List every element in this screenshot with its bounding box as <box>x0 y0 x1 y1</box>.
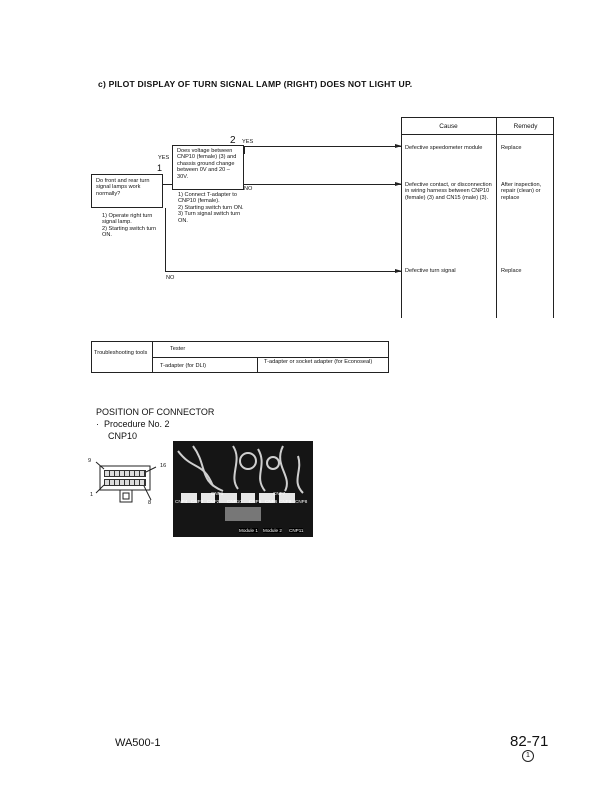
page-title: c) PILOT DISPLAY OF TURN SIGNAL LAMP (RIGHT) DOES NOT LIGHT UP. <box>98 79 413 89</box>
label-cnp11: CNP11 <box>289 528 304 533</box>
step1-number: 1 <box>157 163 163 173</box>
label-yes2: YES <box>242 139 254 145</box>
procedure-text: Procedure No. 2 <box>104 419 170 429</box>
step2-question: Does voltage between CNP10 (female) (3) and chassis ground change between 0V and 20 – 30V. <box>177 148 237 180</box>
connector-photo <box>173 441 313 537</box>
cause-3: Defective turn signal <box>405 268 456 274</box>
pin-label-16: 16 <box>160 463 167 469</box>
tools-item-1: T-adapter (for DLI) <box>160 363 207 369</box>
step1-yes-line <box>163 184 172 185</box>
remedy-2: After inspection, repair (clean) or replace <box>501 182 542 201</box>
cause-header: Cause <box>439 123 458 130</box>
connector-name: CNP10 <box>108 431 138 441</box>
step2-no-line <box>244 184 401 185</box>
step2-instructions <box>178 192 250 224</box>
label-cnp10: CNP10 <box>227 499 242 504</box>
label-cnp9: CNP9 <box>279 499 292 504</box>
page-number: 82-71 <box>510 733 549 750</box>
step1-no-line <box>165 271 401 272</box>
arrow-yes2 <box>395 144 402 148</box>
label-no1: NO <box>166 275 175 281</box>
label-cnp3: CNP3 <box>191 499 204 504</box>
step2-instruction-3: 3) Turn signal switch turn ON. <box>178 211 241 224</box>
step1-question: Do front and rear turn signal lamps work normally? <box>96 178 150 197</box>
label-cnp1: CNP1 <box>211 491 224 496</box>
remedy-1: Replace <box>501 145 522 151</box>
step1-instructions <box>102 213 162 239</box>
procedure-line <box>96 419 170 429</box>
label-module2: Module 2 <box>263 528 282 533</box>
step2-instruction-2: 2) Starting switch turn ON. <box>178 204 244 211</box>
step1-instruction-1: 1) Operate right turn signal lamp. <box>102 213 153 226</box>
position-heading: POSITION OF CONNECTOR <box>96 407 215 417</box>
cause-2: Defective contact, or disconnection in wiring harness between CNP10 (female) (3) and CN15 (male) (3). <box>405 182 492 201</box>
tools-item-2: T-adapter or socket adapter (for Econoseal) <box>264 359 373 365</box>
cause-1: Defective speedometer module <box>405 145 483 151</box>
step2-yes-vertical <box>244 146 245 154</box>
label-cnp6: CNP6 <box>265 499 278 504</box>
model-name: WA500-1 <box>115 737 161 749</box>
table-header-rule <box>401 134 554 135</box>
connector-diagram <box>86 455 166 520</box>
step2-box <box>172 145 244 190</box>
wiring-illustration <box>173 441 313 537</box>
label-cnp5: CNP5 <box>249 499 262 504</box>
pin-label-1: 1 <box>90 492 94 498</box>
remedy-3: Replace <box>501 268 522 274</box>
table-column-rule <box>496 117 497 318</box>
label-cnp2: CNP2 <box>207 499 220 504</box>
label-cnp7: CNP7 <box>273 491 286 496</box>
arrow-no2 <box>395 182 402 186</box>
step1-box <box>91 174 163 208</box>
tools-tester-header: Tester <box>170 346 186 352</box>
pin-label-9: 9 <box>88 458 92 464</box>
label-cnp4: CNP4 <box>175 499 188 504</box>
step2-instruction-1: 1) Connect T-adapter to CNP10 (female). <box>178 192 237 205</box>
label-no2: NO <box>244 186 253 192</box>
step2-number: 2 <box>230 135 236 146</box>
step2-yes-line-h <box>244 146 401 147</box>
arrow-no1 <box>395 269 402 273</box>
tools-label: Troubleshooting tools <box>94 350 148 356</box>
label-module1: Module 1 <box>239 528 258 533</box>
pin-label-8: 8 <box>148 500 152 506</box>
step1-instruction-2: 2) Starting switch turn ON. <box>102 225 157 239</box>
revision-mark: 1 <box>522 750 534 762</box>
step1-no-vertical <box>165 208 166 271</box>
label-cnp8: CNP8 <box>295 499 308 504</box>
bullet-icon: · <box>96 419 104 429</box>
label-yes1: YES <box>158 155 170 161</box>
remedy-header: Remedy <box>513 123 538 130</box>
